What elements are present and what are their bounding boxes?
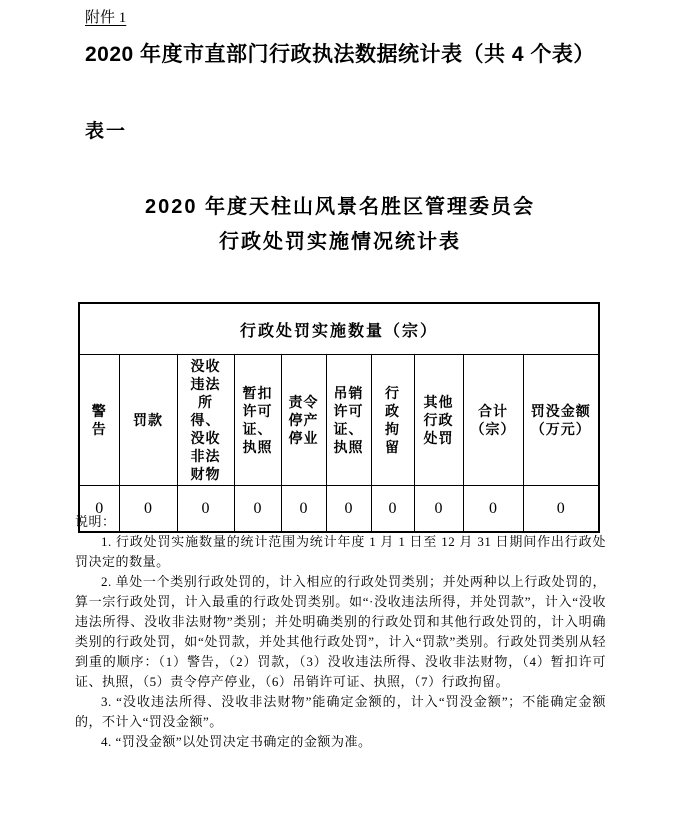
- table-cell-revoke-license: 0: [326, 486, 371, 533]
- table-cell-fine: 0: [119, 486, 177, 533]
- column-header-suspend-license: 暂扣许可证、执照: [234, 355, 281, 486]
- column-header-halt-production: 责令停产停业: [281, 355, 326, 486]
- column-header-confiscation: 没收违法所得、没收非法财物: [177, 355, 234, 486]
- attachment-label: 附件 1: [85, 10, 127, 26]
- table-subtitle: [0, 190, 680, 260]
- table-title-row: [79, 303, 599, 355]
- column-header-fine: 罚款: [119, 355, 177, 486]
- note-item-3: 3. “没收违法所得、没收非法财物”能确定金额的，计入“罚没金额”；不能确定金额的，不计入“罚没金额”。: [75, 694, 606, 729]
- note-item-2: 2. 单处一个类别行政处罚的，计入相应的行政处罚类别；并处两种以上行政处罚的，算一宗行政处罚，计入最重的行政处罚类别。如“·没收违法所得，并处罚款”，计入“没收违法所得、没收非法财物”类别；并处明确类别的行政处罚和其他行政处罚的，计入明确类别的行政处罚，如“处罚款，并处其他行政处罚”，计入“罚款”类别。行政处罚类别从轻到重的顺序：（1）警告，（2）罚款，（3）没收违法所得、没收非法财物，（4）暂扣许可证、执照，（5）责令停产停业，（6）吊销许可证、执照，（7）行政拘留。: [75, 574, 606, 689]
- column-header-other-penalty: 其他行政处罚: [414, 355, 463, 486]
- penalty-stats-table: [78, 302, 600, 533]
- table-cell-warning: 0: [79, 486, 119, 533]
- table-cell-detention: 0: [371, 486, 414, 533]
- table-title: 行政处罚实施数量（宗）: [79, 303, 599, 355]
- table-one-label: 表一: [85, 121, 128, 142]
- table-cell-total: 0: [463, 486, 523, 533]
- main-title: 2020 年度市直部门行政执法数据统计表（共 4 个表）: [85, 43, 595, 66]
- column-header-detention: 行政拘留: [371, 355, 414, 486]
- table-cell-other-penalty: 0: [414, 486, 463, 533]
- notes-label: 说明：: [75, 514, 116, 529]
- table-cell-confiscation: 0: [177, 486, 234, 533]
- table-cell-halt-production: 0: [281, 486, 326, 533]
- column-header-total: 合计（宗）: [463, 355, 523, 486]
- table-cell-amount: 0: [523, 486, 599, 533]
- table-cell-suspend-license: 0: [234, 486, 281, 533]
- column-header-revoke-license: 吊销许可证、执照: [326, 355, 371, 486]
- column-header-warning: 警告: [79, 355, 119, 486]
- notes-section: [75, 512, 606, 752]
- note-item-4: 4. “罚没金额”以处罚决定书确定的金额为准。: [101, 734, 372, 749]
- column-header-amount: 罚没金额（万元）: [523, 355, 599, 486]
- subtitle-line-1: 2020 年度天柱山风景名胜区管理委员会: [144, 196, 536, 218]
- table-header-row: [79, 355, 599, 486]
- note-item-1: 1. 行政处罚实施数量的统计范围为统计年度 1 月 1 日至 12 月 31 日期间作出行政处罚决定的数量。: [75, 534, 606, 569]
- subtitle-line-2: 行政处罚实施情况统计表: [219, 231, 461, 253]
